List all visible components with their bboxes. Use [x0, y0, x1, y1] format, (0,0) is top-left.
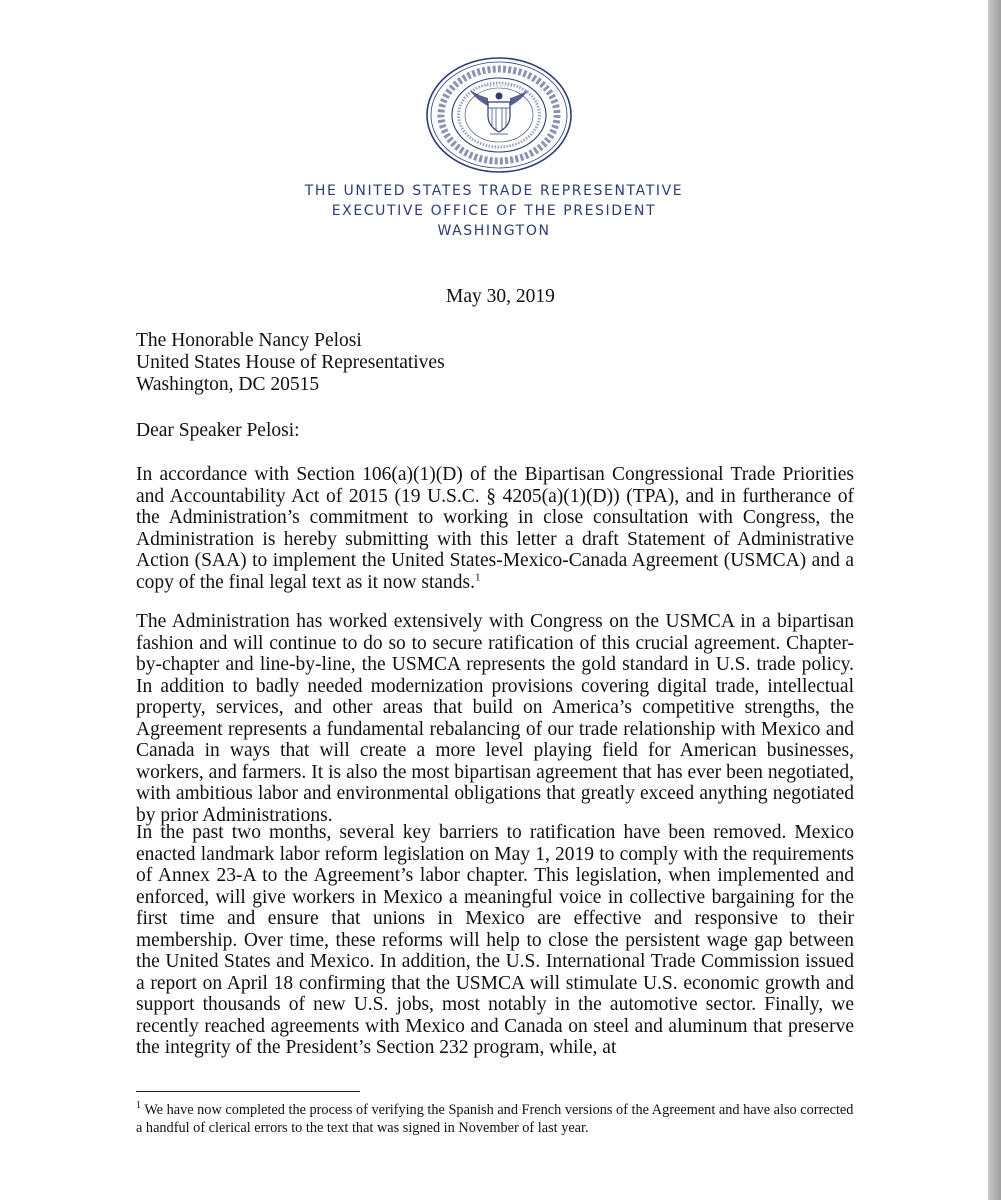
page-edge: [988, 0, 1001, 1200]
footnote: [136, 1101, 856, 1137]
recipient-office: United States House of Representatives: [136, 352, 445, 373]
letterhead-line-3: WASHINGTON: [437, 223, 551, 239]
letter-date: May 30, 2019: [446, 286, 555, 307]
paragraph-2: The Administration has worked extensively with Congress on the USMCA in a bipartisan fashion and will continue to do so to secure ratification of this crucial agreement. Chapter-by-chapter and line-by-line, the USMCA represents the gold standard in U.S. trade policy. In addition to badly needed modernization provisions covering digital trade, intellectual property, services, and other areas that build on America’s competitive strengths, the Agreement represents a fundamental rebalancing of our trade relationship with Mexico and Canada in ways that will create a more level playing field for American businesses, workers, and farmers. It is also the most bipartisan agreement that has ever been negotiated, with ambitious labor and environmental obligations that greatly exceed anything negotiated by prior Administrations.: [136, 611, 854, 826]
footnote-reference[interactable]: 1: [475, 571, 481, 583]
recipient-city: Washington, DC 20515: [136, 374, 320, 395]
paragraph-1-text: In accordance with Section 106(a)(1)(D) of the Bipartisan Congressional Trade Priorities and Accountability Act of 2015 (19 U.S.C. § 4205(a)(1)(D)) (TPA), and in furtherance of the Administration’s commitment to working in close consultation with Congress, the Administration is hereby submitting with this letter a draft Statement of Administrative Action (SAA) to implement the United States-Mexico-Canada Agreement (USMCA) and a copy of the final legal text as it now stands.: [136, 464, 854, 593]
paragraph-1: [136, 464, 854, 593]
footnote-divider: [136, 1091, 360, 1092]
paragraph-3: In the past two months, several key barriers to ratification have been removed. Mexico enacted landmark labor reform legislation on May 1, 2019 to comply with the requirements of Annex 23-A to the Agreement’s labor chapter. This legislation, when implemented and enforced, will give workers in Mexico a meaningful voice in collective bargaining for the first time and ensure that unions in Mexico are effective and responsive to their membership. Over time, these reforms will help to close the persistent wage gap between the United States and Mexico. In addition, the U.S. International Trade Commission issued a report on April 18 confirming that the USMCA will stimulate U.S. economic growth and support thousands of new U.S. jobs, most notably in the automotive sector. Finally, we recently reached agreements with Mexico and Canada on steel and aluminum that preserve the integrity of the President’s Section 232 program, while, at: [136, 822, 854, 1058]
footnote-text: We have now completed the process of verifying the Spanish and French versions of the Agreement and have also corrected a handful of clerical errors to the text that was signed in November of last year.: [136, 1102, 854, 1136]
footnote-number: 1: [136, 1100, 141, 1112]
letterhead-line-1: THE UNITED STATES TRADE REPRESENTATIVE: [304, 183, 684, 199]
letterhead-line-2: EXECUTIVE OFFICE OF THE PRESIDENT: [331, 203, 657, 219]
recipient-name: The Honorable Nancy Pelosi: [136, 330, 362, 351]
salutation: Dear Speaker Pelosi:: [136, 420, 300, 441]
ustr-seal-icon: [424, 56, 574, 174]
